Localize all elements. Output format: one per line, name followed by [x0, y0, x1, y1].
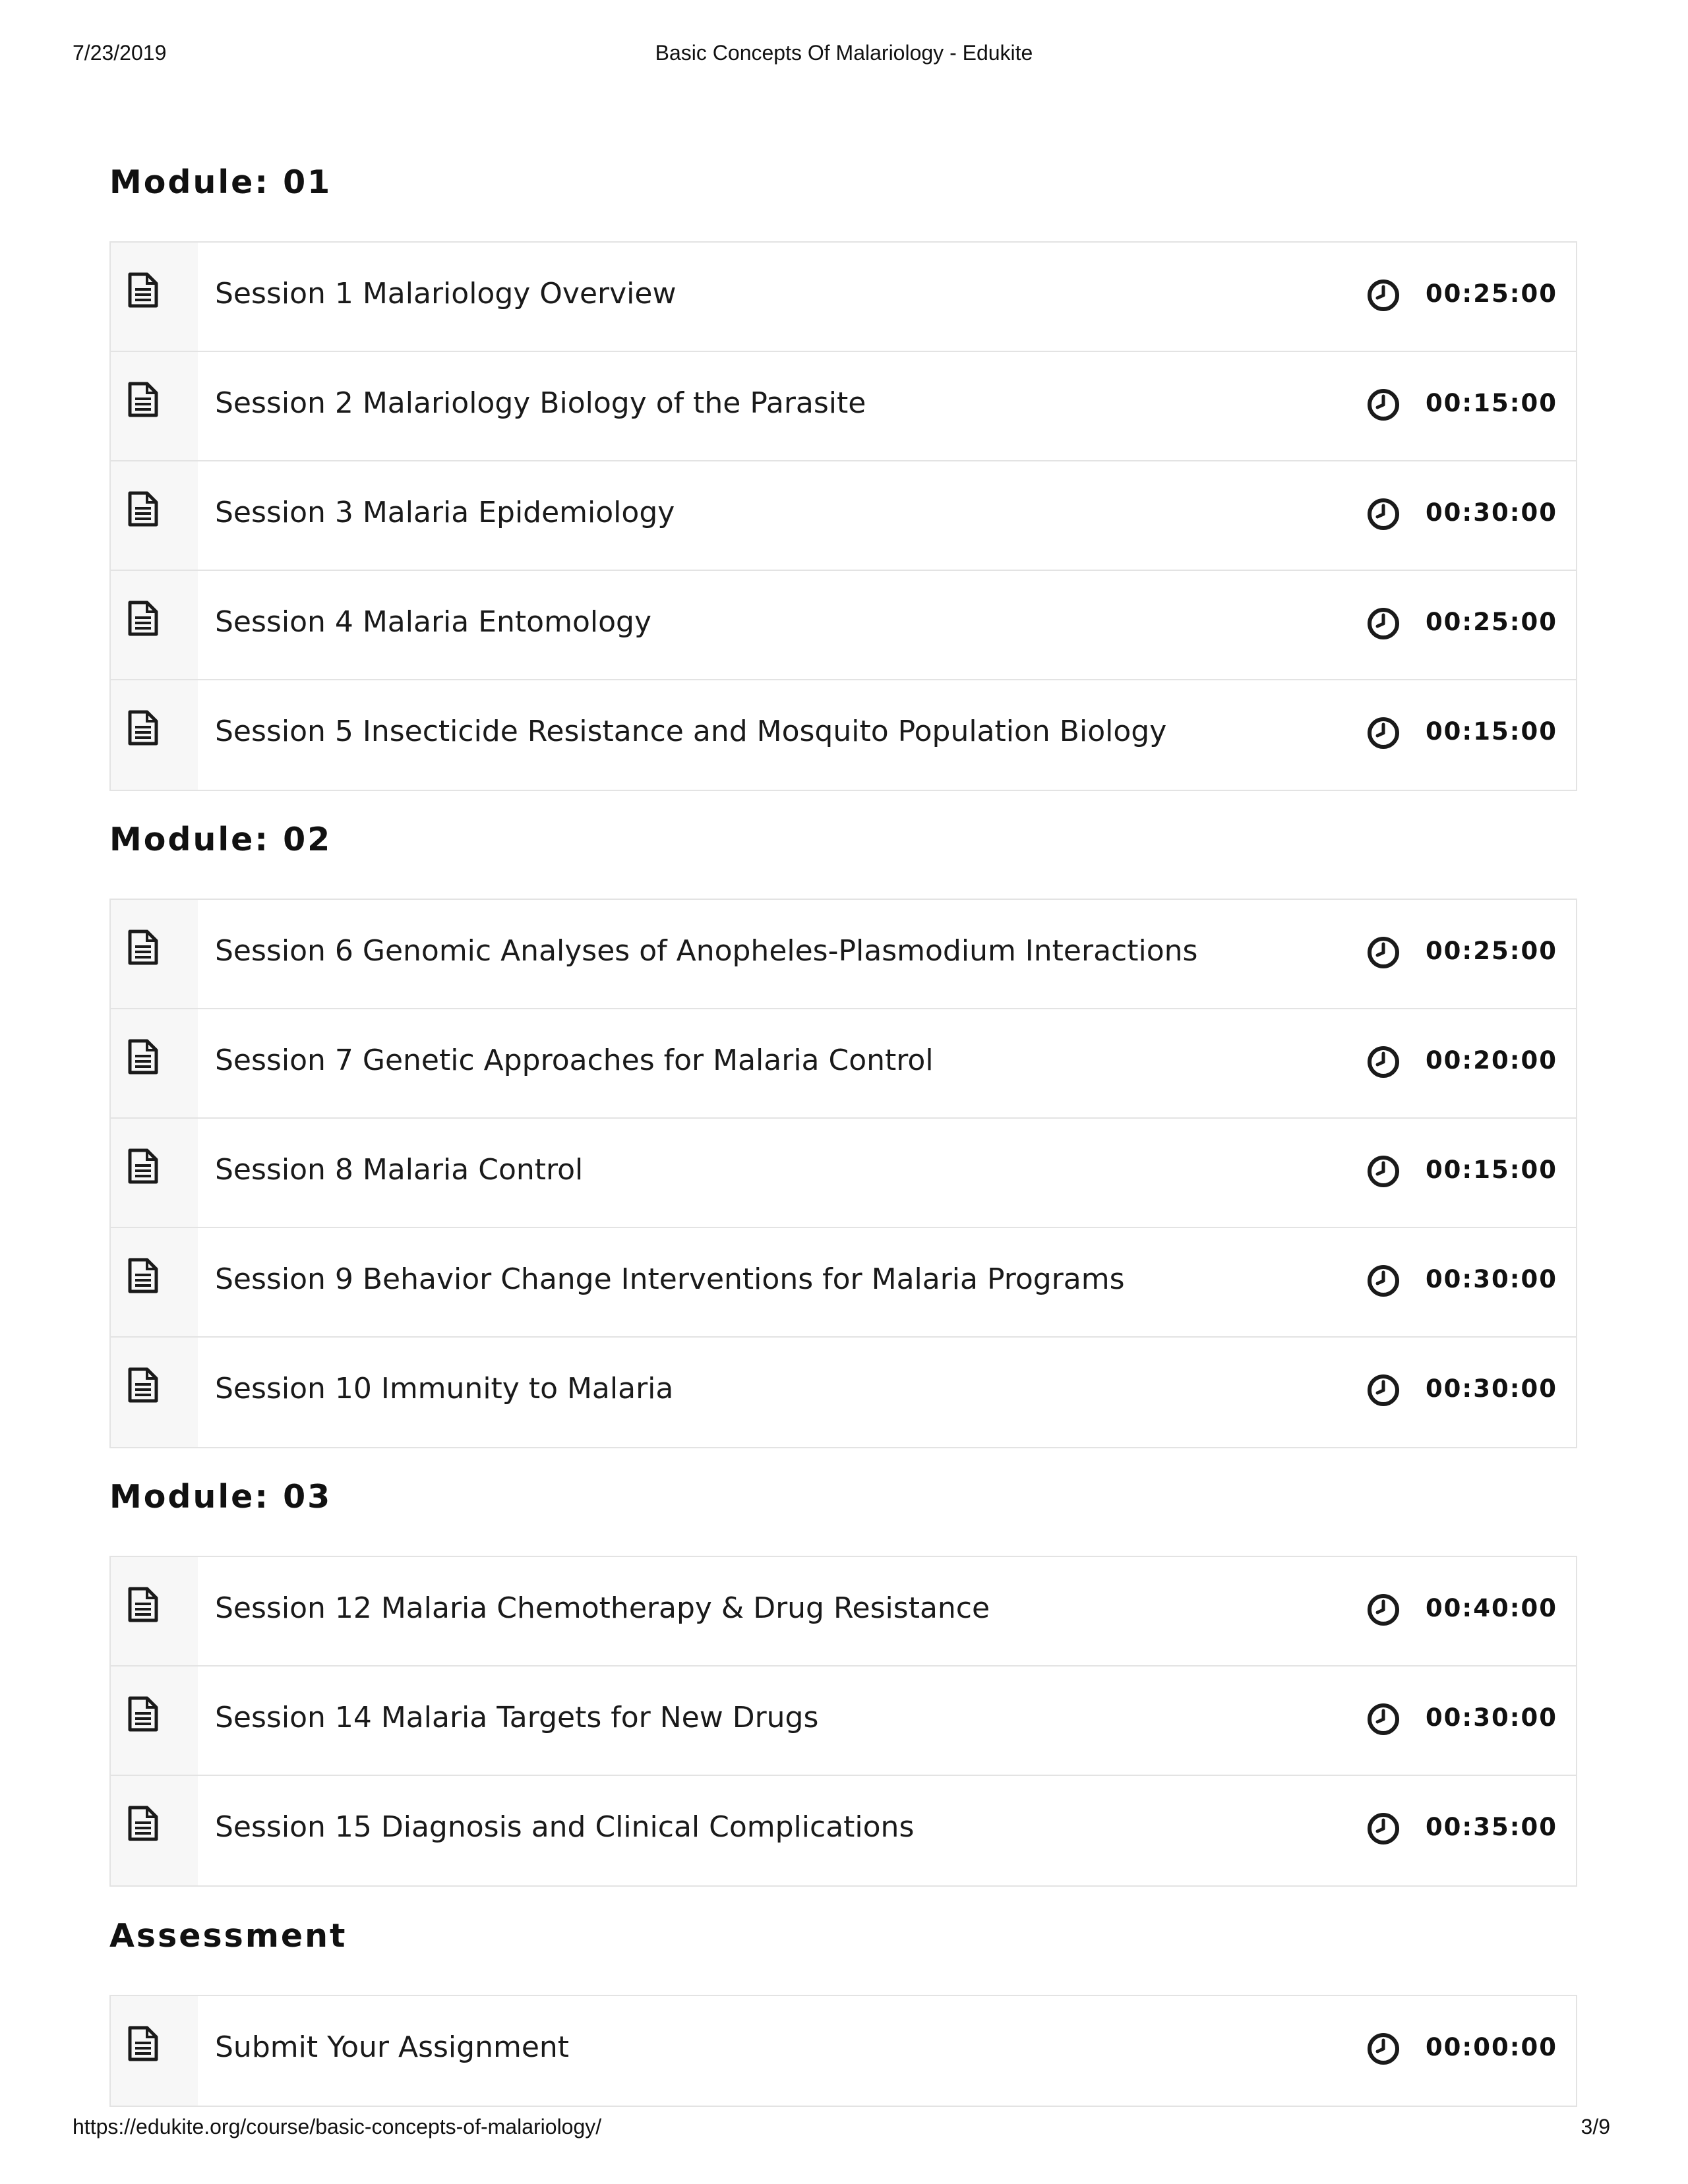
session-duration: 00:15:00 — [1425, 1156, 1557, 1184]
section-title: Module: 03 — [109, 1478, 332, 1516]
clock-icon — [1366, 497, 1401, 531]
document-icon — [127, 709, 159, 746]
session-duration: 00:25:00 — [1425, 937, 1557, 965]
session-type-cell — [111, 1667, 198, 1775]
document-icon — [127, 490, 159, 527]
session-type-cell — [111, 680, 198, 790]
session-type-cell — [111, 243, 198, 351]
document-icon — [127, 272, 159, 309]
print-page-number: 3/9 — [1581, 2115, 1610, 2139]
session-type-cell — [111, 1119, 198, 1227]
session-duration: 00:30:00 — [1425, 1374, 1557, 1403]
session-list — [109, 241, 1577, 791]
session-row[interactable] — [111, 461, 1576, 571]
session-duration: 00:15:00 — [1425, 717, 1557, 746]
session-title-link[interactable]: Session 8 Malaria Control — [215, 1153, 584, 1187]
session-type-cell — [111, 1557, 198, 1665]
clock-icon — [1366, 716, 1401, 750]
document-icon — [127, 929, 159, 966]
session-duration: 00:35:00 — [1425, 1813, 1557, 1841]
session-title-link[interactable]: Session 3 Malaria Epidemiology — [215, 496, 675, 529]
print-footer — [0, 2115, 1688, 2141]
session-title-link[interactable]: Session 9 Behavior Change Interventions for Malaria Programs — [215, 1262, 1125, 1296]
clock-icon — [1366, 388, 1401, 422]
document-icon — [127, 1038, 159, 1075]
session-title-link[interactable]: Session 5 Insecticide Resistance and Mosquito Population Biology — [215, 715, 1167, 748]
document-icon — [127, 1586, 159, 1623]
document-icon — [127, 1257, 159, 1294]
section-title: Assessment — [109, 1917, 347, 1955]
session-row[interactable] — [111, 1996, 1576, 2106]
session-type-cell — [111, 571, 198, 679]
clock-icon — [1366, 935, 1401, 970]
session-title-link[interactable]: Session 15 Diagnosis and Clinical Complications — [215, 1810, 915, 1844]
session-type-cell — [111, 1009, 198, 1117]
session-row[interactable] — [111, 1009, 1576, 1119]
session-type-cell — [111, 1228, 198, 1336]
section-title: Module: 02 — [109, 821, 332, 858]
session-row[interactable] — [111, 352, 1576, 461]
session-row[interactable] — [111, 1557, 1576, 1667]
session-title-link[interactable]: Session 10 Immunity to Malaria — [215, 1372, 674, 1405]
session-row[interactable] — [111, 900, 1576, 1009]
session-row[interactable] — [111, 1338, 1576, 1447]
session-list — [109, 1556, 1577, 1887]
session-duration: 00:25:00 — [1425, 608, 1557, 636]
session-row[interactable] — [111, 1119, 1576, 1228]
session-list — [109, 1995, 1577, 2107]
session-title-link[interactable]: Session 14 Malaria Targets for New Drugs — [215, 1701, 819, 1734]
clock-icon — [1366, 1154, 1401, 1189]
session-title-link[interactable]: Session 12 Malaria Chemotherapy & Drug Resistance — [215, 1591, 990, 1625]
session-list — [109, 899, 1577, 1448]
document-icon — [127, 1805, 159, 1842]
session-row[interactable] — [111, 1776, 1576, 1885]
session-duration: 00:20:00 — [1425, 1046, 1557, 1075]
clock-icon — [1366, 1373, 1401, 1407]
print-url: https://edukite.org/course/basic-concepts-of-malariology/ — [73, 2115, 602, 2139]
document-icon — [127, 381, 159, 418]
clock-icon — [1366, 1045, 1401, 1079]
session-row[interactable] — [111, 1228, 1576, 1338]
session-type-cell — [111, 352, 198, 460]
clock-icon — [1366, 278, 1401, 312]
session-duration: 00:40:00 — [1425, 1594, 1557, 1622]
session-duration: 00:30:00 — [1425, 498, 1557, 527]
session-type-cell — [111, 1776, 198, 1885]
session-title-link[interactable]: Session 7 Genetic Approaches for Malaria Control — [215, 1044, 934, 1077]
print-header — [0, 41, 1688, 67]
session-title-link[interactable]: Session 6 Genomic Analyses of Anopheles-Plasmodium Interactions — [215, 934, 1198, 968]
session-duration: 00:00:00 — [1425, 2033, 1557, 2061]
session-title-link[interactable]: Session 2 Malariology Biology of the Parasite — [215, 386, 866, 420]
session-row[interactable] — [111, 243, 1576, 352]
session-row[interactable] — [111, 1667, 1576, 1776]
document-icon — [127, 1148, 159, 1185]
section-title: Module: 01 — [109, 163, 332, 201]
session-duration: 00:15:00 — [1425, 389, 1557, 417]
document-icon — [127, 600, 159, 637]
session-row[interactable] — [111, 680, 1576, 790]
print-date: 7/23/2019 — [73, 41, 167, 65]
document-icon — [127, 1367, 159, 1403]
print-page-title: Basic Concepts Of Malariology - Edukite — [655, 41, 1033, 65]
session-type-cell — [111, 461, 198, 570]
session-title-link[interactable]: Session 4 Malaria Entomology — [215, 605, 651, 639]
clock-icon — [1366, 2032, 1401, 2066]
session-duration: 00:25:00 — [1425, 280, 1557, 308]
session-row[interactable] — [111, 571, 1576, 680]
session-title-link[interactable]: Submit Your Assignment — [215, 2030, 570, 2064]
clock-icon — [1366, 1264, 1401, 1298]
clock-icon — [1366, 1702, 1401, 1736]
clock-icon — [1366, 606, 1401, 641]
document-icon — [127, 2025, 159, 2062]
session-type-cell — [111, 1996, 198, 2106]
clock-icon — [1366, 1593, 1401, 1627]
session-type-cell — [111, 900, 198, 1008]
session-duration: 00:30:00 — [1425, 1703, 1557, 1732]
document-icon — [127, 1696, 159, 1732]
clock-icon — [1366, 1812, 1401, 1846]
session-title-link[interactable]: Session 1 Malariology Overview — [215, 277, 677, 310]
session-duration: 00:30:00 — [1425, 1265, 1557, 1293]
session-type-cell — [111, 1338, 198, 1447]
